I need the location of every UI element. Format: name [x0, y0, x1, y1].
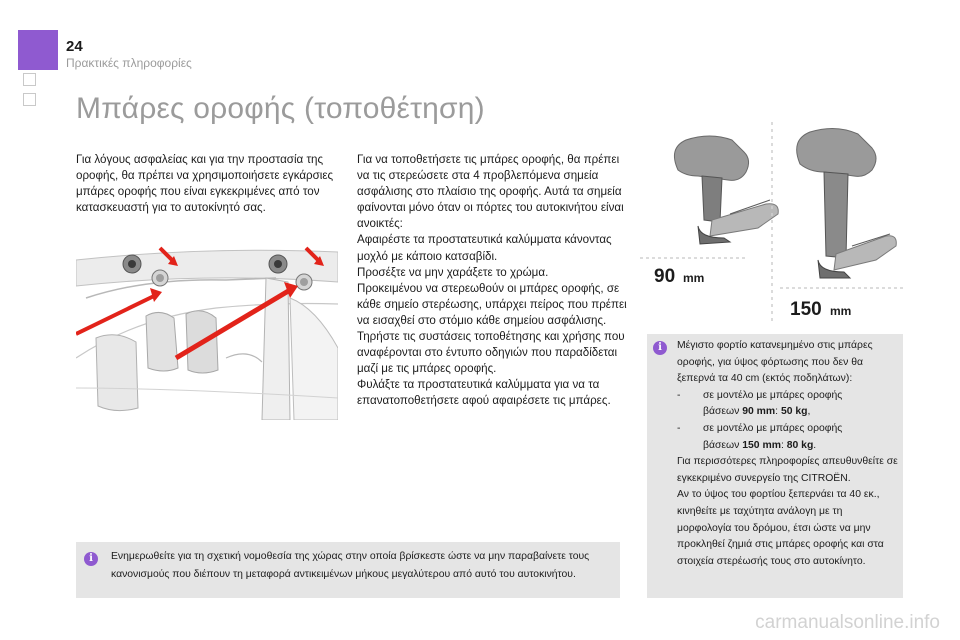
speed-advice-paragraph: Αν το ύψος του φορτίου ξεπερνάει τα 40 εκ., κινηθείτε με ταχύτητα ανάλογη με τη μορφολογία του δρόμου, έτσι ώστε να μην προκληθεί ζημιά στις μπάρες οροφής και στα στοιχεία στερέωσής τους στο αυτοκίνητο. — [677, 489, 884, 567]
list-item-text: σε μοντέλο με μπάρες οροφής — [703, 422, 843, 434]
section-title: Πρακτικές πληροφορίες — [66, 56, 192, 70]
base-prefix: βάσεων — [703, 439, 740, 451]
list-item-text: σε μοντέλο με μπάρες οροφής — [703, 389, 843, 401]
max-load-value: 80 kg — [786, 439, 814, 451]
list-item-value-line — [677, 404, 899, 421]
instruction-paragraph: Αφαιρέστε τα προστατευτικά καλύμματα κάνοντας μοχλό με κάποιο κατσαβίδι. — [357, 233, 612, 263]
instruction-paragraph: Φυλάξτε τα προστατευτικά καλύμματα για να τα επανατοποθετήσετε αφού αφαιρέσετε τις μπάρες. — [357, 378, 611, 408]
height-unit-150: mm — [830, 304, 852, 318]
height-label-150: 150 — [790, 299, 822, 320]
legislation-info-box — [76, 542, 620, 598]
bar-height-value: 90 mm — [742, 406, 776, 418]
chapter-tab-active[interactable] — [18, 30, 58, 70]
instruction-paragraph: Για να τοποθετήσετε τις μπάρες οροφής, θα πρέπει να τις στερεώσετε στα 4 προβλεπόμενα σημεία ασφάλισης στο πλαίσιο της οροφής. Αυτά τα σημεία φαίνονται μόνο όταν οι πόρτες του αυτοκινήτου είναι ανοικτές: — [357, 153, 624, 231]
list-dash: - — [677, 422, 681, 434]
page-number: 24 — [66, 38, 83, 55]
height-label-90: 90 — [654, 266, 676, 287]
value-separator: : — [775, 406, 779, 418]
list-item-value-line — [677, 438, 899, 455]
roof-bar-foot-diagram — [640, 118, 905, 323]
bar-height-value: 150 mm — [742, 439, 781, 451]
max-load-text — [677, 338, 899, 570]
info-icon: i — [653, 341, 667, 355]
max-load-intro: Μέγιστο φορτίο κατανεμημένο στις μπάρες οροφής, για ύψος φόρτωσης που δεν θα ξεπερνά τα 40 cm (εκτός ποδηλάτων): — [677, 340, 873, 385]
list-item — [677, 421, 899, 438]
roof-bar-foot-150-illustration — [797, 128, 897, 278]
chapter-tab[interactable] — [23, 73, 36, 86]
roof-mount-points-photo — [76, 238, 338, 420]
line-end-punct: , — [807, 406, 811, 418]
info-icon: i — [84, 552, 98, 566]
list-dash: - — [677, 389, 681, 401]
instruction-paragraph: Προσέξτε να μην χαράξετε το χρώμα. — [357, 265, 549, 279]
max-load-value: 50 kg — [780, 406, 808, 418]
dealer-info-paragraph: Για περισσότερες πληροφορίες απευθυνθείτε σε εγκεκριμένο συνεργείο της CITROËN. — [677, 456, 898, 484]
base-prefix: βάσεων — [703, 406, 740, 418]
max-load-info-box — [647, 334, 903, 598]
instruction-paragraph: Προκειμένου να στερεωθούν οι μπάρες οροφής, σε κάθε σημείο στερέωσης, υπάρχει πείρος που πρέπει να εισαχθεί στο στόμιο κάθε σημείου ασφάλισης. — [357, 281, 627, 327]
roof-bar-foot-90-illustration — [674, 136, 778, 244]
chapter-tab[interactable] — [23, 93, 36, 106]
instruction-paragraph: Τηρήστε τις συστάσεις τοποθέτησης και χρήσης που αναφέρονται στο έντυπο οδηγιών που παραδίδεται μαζί με τις μπάρες οροφής. — [357, 330, 625, 376]
value-separator: : — [780, 439, 784, 451]
watermark: carmanualsonline.info — [755, 612, 940, 633]
intro-paragraph: Για λόγους ασφαλείας και για την προστασία της οροφής, θα πρέπει να χρησιμοποιήσετε εγκάρσιες μπάρες οροφής που είναι εγκεκριμένες από τον κατασκευαστή για το αυτοκίνητό σας. — [76, 153, 334, 215]
height-unit-90: mm — [683, 271, 705, 285]
legislation-text: Ενημερωθείτε για τη σχετική νομοθεσία της χώρας στην οποία βρίσκεστε ώστε να μην παραβαίνετε τους κανονισμούς που διέπουν τη μεταφορά αντικειμένων μήκους μεγαλύτερου από αυτό του αυτοκινήτου. — [111, 551, 590, 580]
mounting-instructions — [357, 152, 627, 410]
line-end-punct: . — [813, 439, 817, 451]
page-title: Μπάρες οροφής (τοποθέτηση) — [76, 92, 485, 125]
list-item — [677, 388, 899, 405]
